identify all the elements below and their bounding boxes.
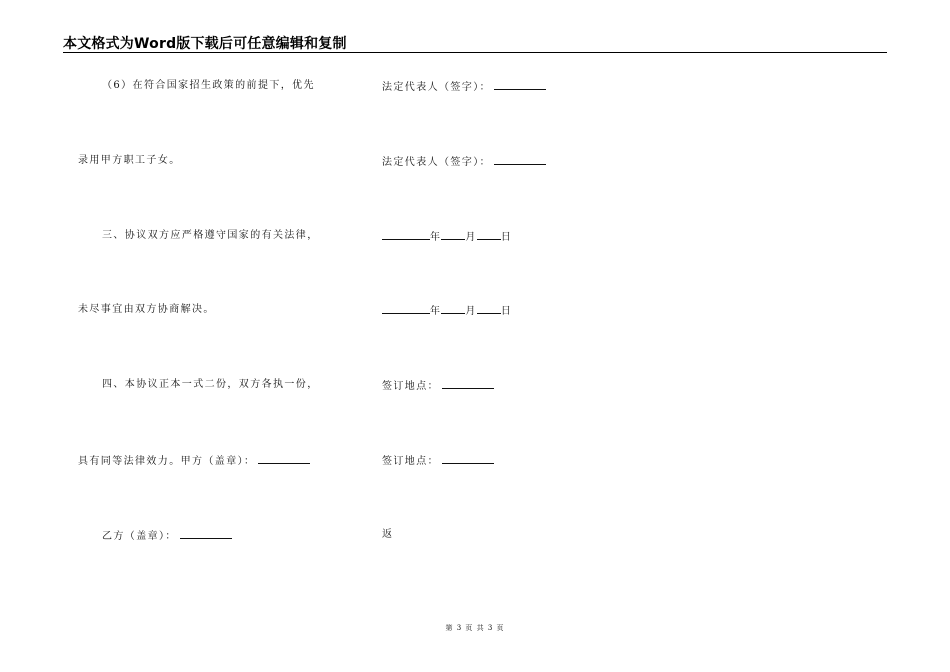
year-blank-1 — [382, 230, 430, 240]
signing-place-label-1: 签订地点： — [382, 381, 439, 392]
signing-place-line-2 — [382, 454, 494, 468]
return-text: 返 — [382, 529, 394, 540]
legal-rep-line-2 — [382, 155, 546, 169]
month-label-2: 月 — [465, 306, 477, 317]
party-a-seal-label: 具有同等法律效力。甲方（盖章）： — [78, 456, 256, 467]
header-divider — [63, 52, 887, 53]
signing-place-label-2: 签订地点： — [382, 456, 439, 467]
day-label-1: 日 — [500, 232, 513, 243]
party-a-seal-blank — [258, 454, 310, 464]
signing-place-blank-1 — [442, 379, 494, 389]
left-line-2: 录用甲方职工子女。 — [78, 155, 181, 166]
day-label-2: 日 — [500, 306, 513, 317]
year-label-2: 年 — [430, 306, 442, 317]
day-blank-1 — [477, 230, 501, 240]
month-blank-1 — [441, 230, 465, 240]
page-header-title: 本文格式为Word版下载后可任意编辑和复制 — [63, 36, 347, 52]
month-blank-2 — [441, 304, 465, 314]
left-line-1: （6）在符合国家招生政策的前提下，优先 — [102, 80, 315, 91]
legal-rep-blank-2 — [494, 155, 546, 165]
left-line-6 — [78, 454, 310, 468]
legal-rep-label-1: 法定代表人（签字）： — [382, 82, 491, 93]
year-blank-2 — [382, 304, 430, 314]
legal-rep-label-2: 法定代表人（签字）： — [382, 157, 491, 168]
date-line-1 — [382, 230, 512, 244]
date-line-2 — [382, 304, 512, 318]
page-number-footer: 第 3 页 共 3 页 — [445, 624, 505, 632]
signing-place-line-1 — [382, 379, 494, 393]
left-line-3: 三、协议双方应严格遵守国家的有关法律， — [102, 230, 319, 241]
legal-rep-line-1 — [382, 80, 546, 94]
party-b-seal-blank — [180, 529, 232, 539]
day-blank-2 — [477, 304, 501, 314]
left-line-7 — [102, 529, 232, 543]
left-line-4: 未尽事宜由双方协商解决。 — [78, 304, 215, 315]
year-label-1: 年 — [430, 232, 442, 243]
legal-rep-blank-1 — [494, 80, 546, 90]
month-label-1: 月 — [465, 232, 477, 243]
party-b-seal-label: 乙方（盖章）： — [102, 531, 177, 542]
left-line-5: 四、本协议正本一式二份，双方各执一份， — [102, 379, 319, 390]
signing-place-blank-2 — [442, 454, 494, 464]
